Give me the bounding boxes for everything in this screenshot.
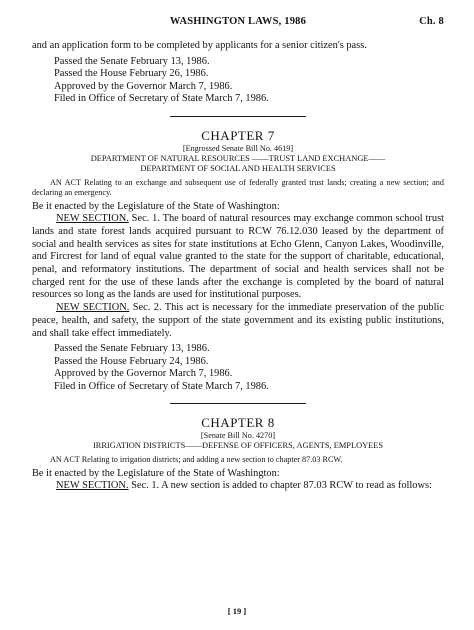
section-text: Sec. 1. The board of natural resources may exchange common school trust lands and state forest lands acquired pursuant to RCW 76.12.030 leased by the department of social and health services as sites for state institutions at Echo Glenn, Canyon Lakes, Woodinville, and Fircrest for land of equal value granted to the state for the support of charitable, educational, penal, and reformatory institutions. The department of social and health services shall not be charged rent for the use of these lands after the exchange is completed by the board of natural resources so long as the lands are used for institutional purposes.: [32, 213, 444, 301]
signature-block-2: [32, 343, 444, 393]
chapter-8-title: CHAPTER 8: [201, 415, 275, 431]
chapter-7: [32, 129, 444, 394]
section-text: Sec. 2. This act is necessary for the immediate preservation of the public peace, health, and safety, the support of the state government and its existing public institutions, and shall take effect immediately.: [32, 302, 444, 339]
chapter-7-section-2: [32, 302, 444, 340]
section-divider: [170, 403, 306, 404]
sig-line: Filed in Office of Secretary of State March 7, 1986.: [54, 380, 269, 392]
chapter-8-act: AN ACT Relating to irrigation districts; and adding a new section to chapter 87.03 RCW.: [50, 454, 343, 464]
sig-line: Passed the Senate February 13, 1986.: [54, 55, 210, 67]
chapter-8-dept-line-1: IRRIGATION DISTRICTS——DEFENSE OF OFFICERS, AGENTS, EMPLOYEES: [92, 441, 384, 451]
chapter-8-section-1: [32, 480, 444, 493]
chapter-8-bill: [Senate Bill No. 4270]: [200, 431, 276, 441]
header-title: WASHINGTON LAWS, 1986: [169, 16, 307, 27]
section-divider: [170, 116, 306, 117]
chapter-7-dept-line-2: DEPARTMENT OF SOCIAL AND HEALTH SERVICES: [140, 164, 336, 174]
new-section-label: NEW SECTION.: [56, 213, 129, 225]
chapter-8-enacting-clause: Be it enacted by the Legislature of the State of Washington:: [32, 467, 280, 479]
chapter-8: [32, 416, 444, 493]
sig-line: Approved by the Governor March 7, 1986.: [54, 368, 233, 380]
sig-line: Approved by the Governor March 7, 1986.: [54, 80, 233, 92]
chapter-7-section-1: [32, 213, 444, 302]
chapter-7-title: CHAPTER 7: [201, 127, 275, 143]
header-chapter: Ch. 8: [419, 16, 444, 27]
running-header: [32, 16, 444, 30]
document-page: [32, 16, 444, 493]
section-text: Sec. 1. A new section is added to chapter 87.03 RCW to read as follows:: [128, 480, 432, 492]
new-section-label: NEW SECTION.: [56, 302, 130, 314]
page-number: [ 19 ]: [227, 606, 247, 616]
chapter-7-act: AN ACT Relating to an exchange and subsequent use of federally granted trust lands; creating a new section; and declaring an emergency.: [32, 177, 444, 197]
chapter-7-bill: [Engrossed Senate Bill No. 4619]: [182, 143, 294, 153]
sig-line: Filed in Office of Secretary of State March 7, 1986.: [54, 93, 269, 105]
sig-line: Passed the House February 24, 1986.: [54, 355, 209, 367]
sig-line: Passed the Senate February 13, 1986.: [54, 343, 210, 355]
sig-line: Passed the House February 26, 1986.: [54, 68, 209, 80]
chapter-7-dept-line-1: DEPARTMENT OF NATURAL RESOURCES ——TRUST LAND EXCHANGE——: [90, 153, 386, 163]
chapter-7-enacting-clause: Be it enacted by the Legislature of the State of Washington:: [32, 200, 280, 212]
new-section-label: NEW SECTION.: [56, 480, 129, 492]
signature-block-1: [32, 56, 444, 106]
carryover-paragraph: and an application form to be completed by applicants for a senior citizen's pass.: [32, 40, 367, 51]
